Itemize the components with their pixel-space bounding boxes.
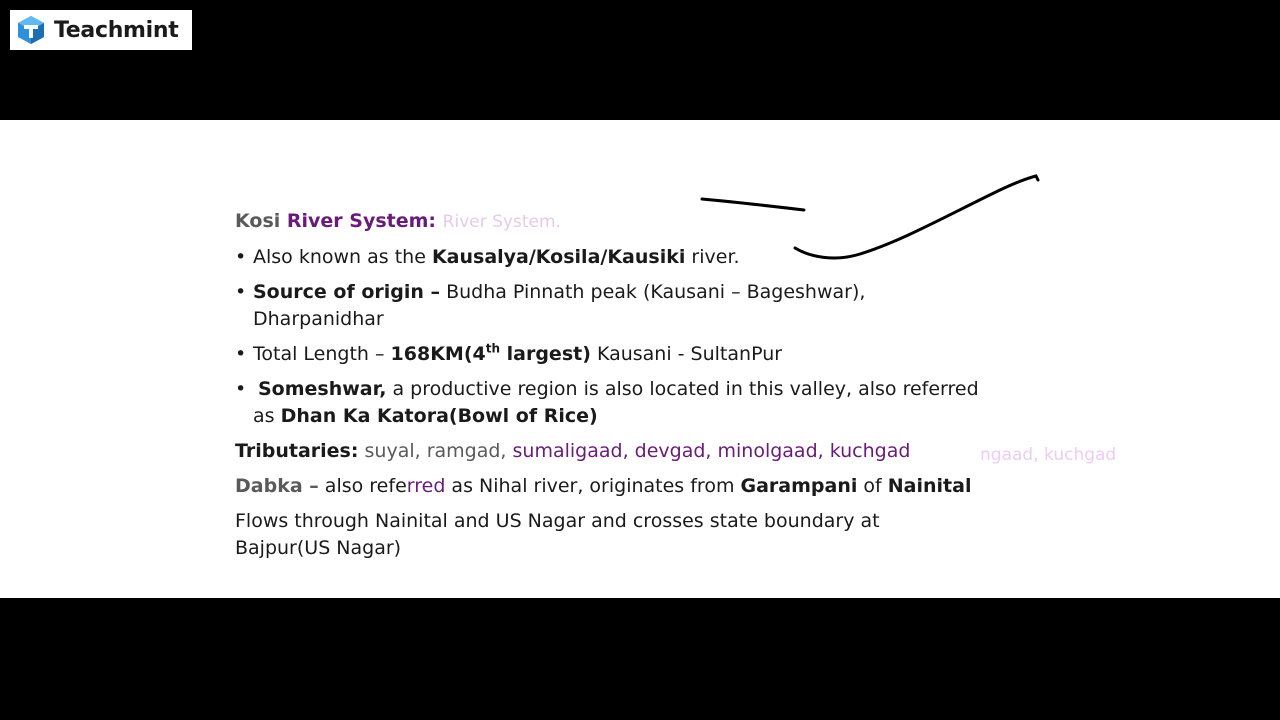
heading-kosi: Kosi [235,210,287,232]
flows-line-2: Bajpur(US Nagar) [235,537,402,559]
dabka-label: Dabka – [235,475,319,497]
bullet3-sup: th [485,341,501,356]
bullet-dot: • [235,343,247,365]
tributaries-label: Tributaries: [235,440,359,462]
bullet-dot: • [235,281,247,303]
bullet-dot: • [235,246,247,268]
bullet3-bold2: largest) [500,343,591,365]
tributaries-line [235,438,1135,465]
bullet4-cont-bold: Dhan Ka Katora(Bowl of Rice) [280,405,598,427]
dabka-bold1: Garampani [740,475,858,497]
teachmint-logo-icon [16,15,46,45]
slide-heading [235,208,1135,236]
flows-line-1: Flows through Nainital and US Nagar and crosses state boundary at [235,510,880,532]
bullet-source-of-origin [235,279,1135,306]
bullet3-prefix: Total Length – [253,343,391,365]
brand-name: Teachmint [54,17,179,43]
dabka-text2: as Nihal river, originates from [445,475,741,497]
tributaries-colored: sumaligaad, devgad, minolgaad, kuchgad [512,440,911,462]
bullet1-bold: Kausalya/Kosila/Kausiki [431,246,686,268]
bullet2-text: Budha Pinnath peak (Kausani – Bageshwar), [440,281,866,303]
bullet4-bold: Someshwar, [258,378,387,400]
dabka-colored: rred [406,475,446,497]
faded-trace-text: ngaad, kuchgad [980,445,1117,465]
slide-content-area [0,120,1280,598]
heading-ghost-text: River System. [442,212,561,232]
bullet2-bold: Source of origin – [253,281,441,303]
bullet4-cont-prefix: as [253,405,281,427]
dabka-text1: also refe [318,475,407,497]
bullet1-suffix: river. [685,246,740,268]
bullet-also-known [235,244,1135,271]
slide-body [235,208,1135,562]
bullet3-bold: 168KM(4 [390,343,486,365]
dabka-line [235,473,1135,500]
bullet-someshwar-continuation [235,403,1135,430]
teachmint-logo [10,10,192,50]
heading-river-system: River System: [286,210,437,232]
tributaries-plain: suyal, ramgad, [358,440,513,462]
dabka-text3: of [857,475,888,497]
bullet-source-continuation: Dharpanidhar [253,308,384,330]
bullet-total-length [235,341,1135,368]
bullet3-suffix: Kausani - SultanPur [590,343,783,365]
bullet-dot: • [235,378,247,400]
dabka-bold2: Nainital [887,475,972,497]
bullet4-text: a productive region is also located in this valley, also referred [386,378,979,400]
bullet-someshwar [235,376,1135,403]
bullet1-prefix: Also known as the [253,246,432,268]
